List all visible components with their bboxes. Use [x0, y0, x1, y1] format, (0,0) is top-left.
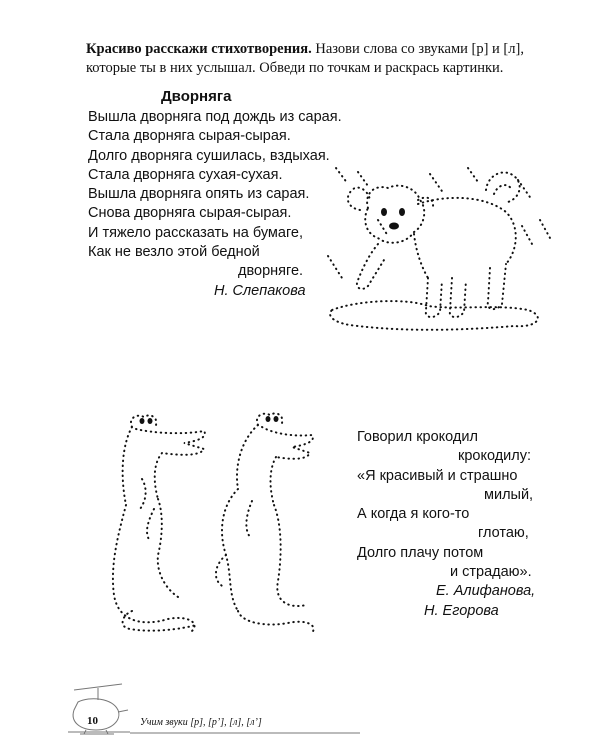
- poem1-line: Стала дворняга сухая-сухая.: [88, 166, 283, 183]
- poem2-author: Н. Егорова: [424, 602, 499, 619]
- helicopter-icon: [60, 680, 130, 740]
- poem1-line: Как не везло этой бедной: [88, 244, 260, 261]
- poem2-line: крокодилу:: [458, 448, 532, 465]
- poem2-line: Долго плачу потом: [357, 544, 484, 561]
- poem1-title: Дворняга: [161, 88, 232, 105]
- poem2-line: «Я красивый и страшно: [357, 467, 518, 484]
- crocodiles-dotted-illustration: [92, 405, 332, 645]
- poem2-line: Говорил крокодил: [357, 429, 478, 445]
- instruction-bold: Красиво расскажи стихотворения.: [86, 41, 312, 57]
- footer-text: Учим звуки [р], [р’], [л], [л’]: [140, 717, 262, 728]
- instruction-rest: Назови слова со звуками [р] и [л], которые ты в них услышал. Обведи по точкам и раскрась картинки.: [86, 41, 524, 76]
- page-number: 10: [87, 715, 98, 727]
- poem2-line: милый,: [484, 486, 534, 503]
- poem2-line: и страдаю».: [450, 564, 532, 581]
- poem2-author: Е. Алифанова,: [436, 583, 536, 600]
- poem1-author: Н. Слепакова: [214, 282, 306, 299]
- poem1-line: Вышла дворняга под дождь из сарая.: [88, 109, 342, 125]
- poem1-line: Долго дворняга сушилась, вздыхая.: [88, 147, 330, 164]
- poem1-body: [88, 108, 342, 301]
- dog-dotted-illustration: [318, 160, 558, 350]
- poem2-line: А когда я кого-то: [357, 506, 470, 523]
- poem1-line: Вышла дворняга опять из сарая.: [88, 186, 310, 203]
- instruction-text: [86, 40, 556, 78]
- footer-rule: [130, 731, 360, 735]
- page-footer: [60, 680, 600, 740]
- poem1-last-line: дворняге.: [238, 263, 304, 280]
- poem2-body: [357, 428, 535, 621]
- poem1-line: И тяжело рассказать на бумаге,: [88, 224, 304, 241]
- poem1-line: Снова дворняга сырая-сырая.: [88, 205, 292, 222]
- poem2-line: глотаю,: [478, 525, 529, 542]
- poem1-line: Стала дворняга сырая-сырая.: [88, 128, 291, 145]
